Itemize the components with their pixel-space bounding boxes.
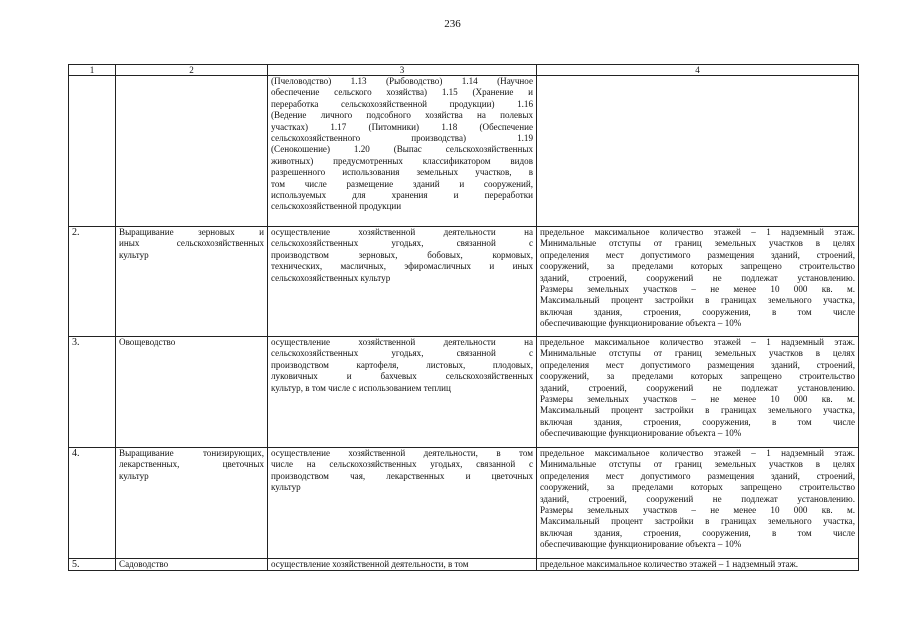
row-number: 4.: [69, 448, 116, 559]
use-type-name: [116, 227, 268, 337]
building-parameters: [537, 559, 859, 571]
desc-line: луковичных и бахчевых сельскохозяйственных: [271, 371, 533, 382]
params-line: обеспечивающие функционирование объекта – 10%: [540, 539, 742, 550]
row-number: [69, 76, 116, 227]
column-header-4: 4: [537, 65, 859, 76]
use-type-name: [116, 448, 268, 559]
desc-line: разрешенного использования земельных участков, в: [271, 167, 533, 178]
desc-line: (Пчеловодство) 1.13 (Рыбоводство) 1.14 (Научное: [271, 76, 533, 86]
desc-line: животных) предусмотренных классификатором видов: [271, 155, 533, 166]
desc-line: сельскохозяйственных культур: [271, 272, 391, 283]
params-line: сооружений, за пределами которых запрещено строительство: [540, 482, 855, 493]
desc-line: (Сенокошение) 1.20 (Выпас сельскохозяйственных: [271, 144, 533, 155]
desc-line: культур: [271, 482, 301, 493]
params-line: Максимальный процент застройки в границах земельного участка,: [540, 516, 855, 527]
desc-line: том числе размещение зданий и сооружений,: [271, 178, 533, 189]
params-line: Размеры земельных участков – не менее 10 000 кв. м.: [540, 394, 855, 405]
params-line: обеспечивающие функционирование объекта – 10%: [540, 318, 742, 329]
params-line: определения мест допустимого размещения зданий, строений,: [540, 359, 855, 370]
name-line: культур: [119, 470, 149, 481]
params-line: сооружений, за пределами которых запрещено строительство: [540, 261, 855, 272]
building-parameters: [537, 227, 859, 337]
params-line: предельное максимальное количество этажей – 1 надземный этаж.: [540, 448, 855, 458]
table-row: [69, 337, 859, 448]
table-row: [69, 448, 859, 559]
desc-line: используемых для хранения и переработки: [271, 190, 533, 201]
params-line: определения мест допустимого размещения зданий, строений,: [540, 470, 855, 481]
name-line: Выращивание зерновых и: [119, 227, 264, 237]
name-line: иных сельскохозяйственных: [119, 238, 264, 249]
desc-line: технических, масличных, эфиромасличных и иных: [271, 261, 533, 272]
name-line: Овощеводство: [119, 337, 176, 347]
params-line: Минимальные отступы от границ земельных участков в целях: [540, 459, 855, 470]
use-description: [268, 76, 537, 227]
desc-line: (Ведение личного подсобного хозяйства на полевых: [271, 110, 533, 121]
table-header-row: [69, 65, 859, 76]
params-line: зданий, строений, сооружений не подлежат установлению.: [540, 382, 855, 393]
desc-line: культур, в том числе с использованием теплиц: [271, 382, 451, 393]
params-line: предельное максимальное количество этажей – 1 надземный этаж.: [540, 337, 855, 347]
params-line: зданий, строений, сооружений не подлежат установлению.: [540, 493, 855, 504]
desc-line: производством зерновых, бобовых, кормовых,: [271, 249, 533, 260]
use-description: [268, 227, 537, 337]
params-line: Размеры земельных участков – не менее 10 000 кв. м.: [540, 284, 855, 295]
params-line: зданий, строений, сооружений не подлежат установлению.: [540, 272, 855, 283]
desc-line: сельскохозяйственных угодьях, связанной с: [271, 238, 533, 249]
table-row: [69, 559, 859, 571]
name-line: культур: [119, 249, 149, 260]
desc-line: осуществление хозяйственной деятельности на: [271, 227, 533, 237]
row-number: 2.: [69, 227, 116, 337]
params-line: включая здания, строения, сооружения, в том числе: [540, 527, 855, 538]
params-line: включая здания, строения, сооружения, в том числе: [540, 416, 855, 427]
building-parameters: [537, 76, 859, 227]
table-row: [69, 227, 859, 337]
column-header-3: 3: [268, 65, 537, 76]
use-type-name: [116, 76, 268, 227]
zoning-table: [68, 64, 859, 571]
desc-line: осуществление хозяйственной деятельности, в том: [271, 559, 469, 569]
column-header-1: 1: [69, 65, 116, 76]
desc-line: производством картофеля, листовых, плодовых,: [271, 359, 533, 370]
desc-line: переработка сельскохозяйственной продукции) 1.16: [271, 98, 533, 109]
use-description: [268, 559, 537, 571]
params-line: обеспечивающие функционирование объекта – 10%: [540, 428, 742, 439]
params-line: Минимальные отступы от границ земельных участков в целях: [540, 238, 855, 249]
params-line: предельное максимальное количество этажей – 1 надземный этаж.: [540, 227, 855, 237]
params-line: Максимальный процент застройки в границах земельного участка,: [540, 405, 855, 416]
params-line: определения мест допустимого размещения зданий, строений,: [540, 249, 855, 260]
building-parameters: [537, 448, 859, 559]
params-line: Минимальные отступы от границ земельных участков в целях: [540, 348, 855, 359]
use-description: [268, 337, 537, 448]
use-type-name: [116, 559, 268, 571]
row-number: 3.: [69, 337, 116, 448]
params-line: включая здания, строения, сооружения, в том числе: [540, 306, 855, 317]
row-number: 5.: [69, 559, 116, 571]
use-description: [268, 448, 537, 559]
table-row: [69, 76, 859, 227]
desc-line: осуществление хозяйственной деятельности на: [271, 337, 533, 347]
desc-line: сельскохозяйственной продукции: [271, 201, 402, 212]
page-number: 236: [444, 18, 461, 30]
params-line: предельное максимальное количество этажей – 1 надземный этаж.: [540, 559, 799, 569]
name-line: Садоводство: [119, 559, 169, 569]
desc-line: участках) 1.17 (Питомники) 1.18 (Обеспечение: [271, 121, 533, 132]
building-parameters: [537, 337, 859, 448]
use-type-name: [116, 337, 268, 448]
column-header-2: 2: [116, 65, 268, 76]
name-line: Выращивание тонизирующих,: [119, 448, 264, 458]
params-line: Размеры земельных участков – не менее 10 000 кв. м.: [540, 505, 855, 516]
desc-line: обеспечение сельского хозяйства) 1.15 (Хранение и: [271, 87, 533, 98]
params-line: Максимальный процент застройки в границах земельного участка,: [540, 295, 855, 306]
desc-line: осуществление хозяйственной деятельности, в том: [271, 448, 533, 458]
desc-line: сельскохозяйственного производства) 1.19: [271, 133, 533, 144]
desc-line: числе на сельскохозяйственных угодьях, связанной с: [271, 459, 533, 470]
params-line: сооружений, за пределами которых запрещено строительство: [540, 371, 855, 382]
desc-line: сельскохозяйственных угодьях, связанной с: [271, 348, 533, 359]
name-line: лекарственных, цветочных: [119, 459, 264, 470]
desc-line: производством чая, лекарственных и цветочных: [271, 470, 533, 481]
